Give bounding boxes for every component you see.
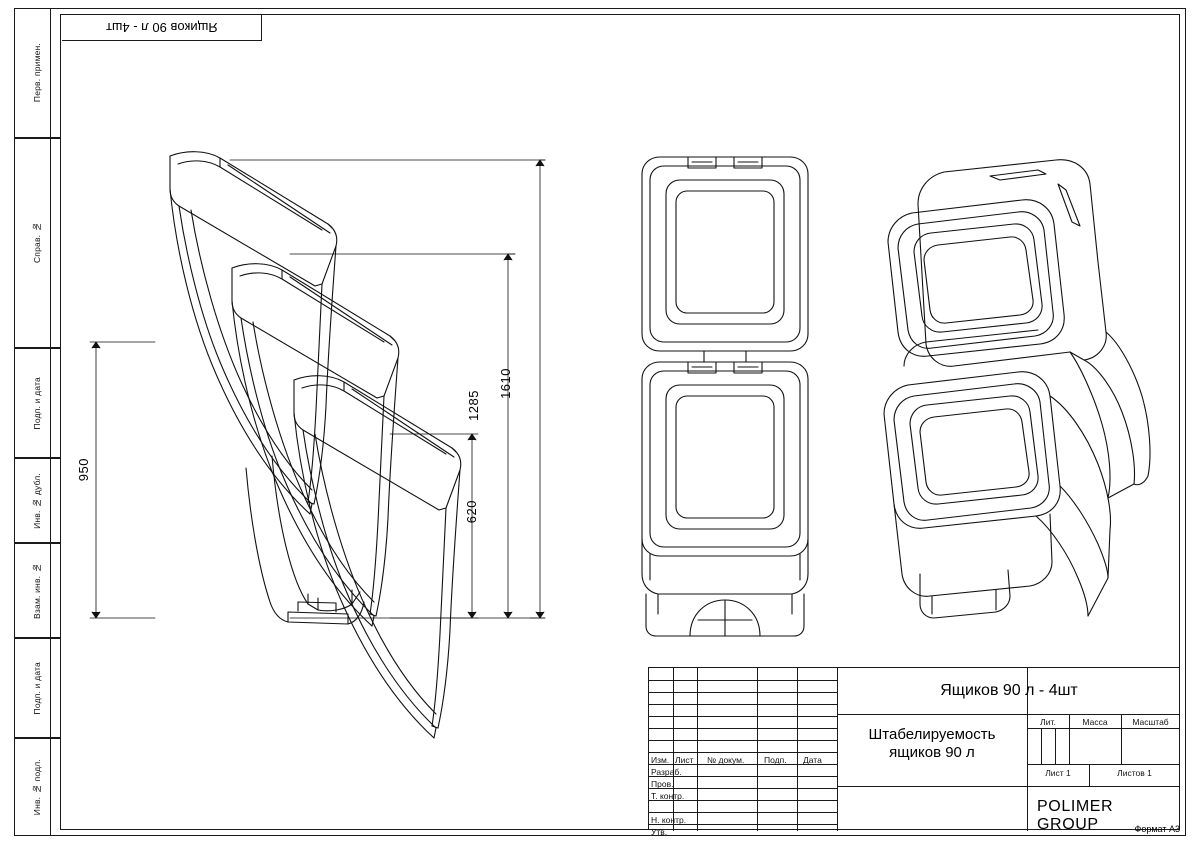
- dimension-label-1610: 1610: [498, 368, 513, 399]
- strip-label: Подп. и дата: [32, 376, 42, 430]
- strip-cell-inv-dubl: [14, 458, 60, 543]
- strip-cell-vzam-inv: [14, 543, 60, 638]
- mirrored-title-box: [62, 15, 262, 41]
- strip-cell-perv-primen: [14, 8, 60, 138]
- strip-cell-podp-data-2: [14, 638, 60, 738]
- stamp-masshtab-header: Масштаб: [1132, 717, 1169, 727]
- strip-label: Взам. инв. №: [32, 562, 42, 619]
- stamp-sheet-label: Лист 1: [1045, 768, 1071, 778]
- strip-label: Перв. примен.: [32, 42, 42, 103]
- stamp-row-tkontr: Т. контр.: [651, 791, 685, 801]
- stamp-col-izm: Изм.: [651, 755, 670, 765]
- dimension-label-620: 620: [464, 500, 479, 524]
- dimension-label-950: 950: [76, 458, 91, 482]
- stamp-row-utv: Утв.: [651, 827, 668, 837]
- stamp-massa-header: Масса: [1082, 717, 1108, 727]
- strip-cell-sprav: [14, 138, 60, 348]
- title-block: [648, 667, 1180, 837]
- strip-cell-podp-data-1: [14, 348, 60, 458]
- dimension-label-1285: 1285: [466, 390, 481, 421]
- stamp-row-prov: Пров.: [651, 779, 674, 789]
- stamp-lit-header: Лит.: [1040, 717, 1056, 727]
- stamp-sheets-label: Листов 1: [1117, 768, 1152, 778]
- stamp-col-dokum: № докум.: [707, 755, 745, 765]
- strip-divider: [50, 8, 51, 836]
- left-stamp-strip: [14, 8, 60, 836]
- stamp-col-data: Дата: [803, 755, 822, 765]
- strip-label: Инв. № подл.: [32, 759, 42, 816]
- strip-label: Справ. №: [32, 222, 42, 264]
- stamp-col-list: Лист: [675, 755, 694, 765]
- strip-label: Подп. и дата: [32, 661, 42, 715]
- stamp-row-nkontr: Н. контр.: [651, 815, 687, 825]
- sheet-format-note: Формат А3: [1134, 824, 1180, 834]
- stamp-title-line1: Штабелируемость: [868, 726, 996, 743]
- stamp-col-podp: Подп.: [764, 755, 787, 765]
- stamp-row-razrab: Разраб.: [651, 767, 682, 777]
- mirrored-title-text: Ящиков 90 л - 4шт: [105, 20, 218, 35]
- stamp-title-line2: ящиков 90 л: [889, 744, 975, 761]
- strip-label: Инв. № дубл.: [32, 472, 42, 529]
- stamp-title-top: Ящиков 90 л - 4шт: [940, 682, 1078, 699]
- strip-cell-inv-podl: [14, 738, 60, 836]
- company-name: POLIMER GROUP: [1037, 798, 1114, 833]
